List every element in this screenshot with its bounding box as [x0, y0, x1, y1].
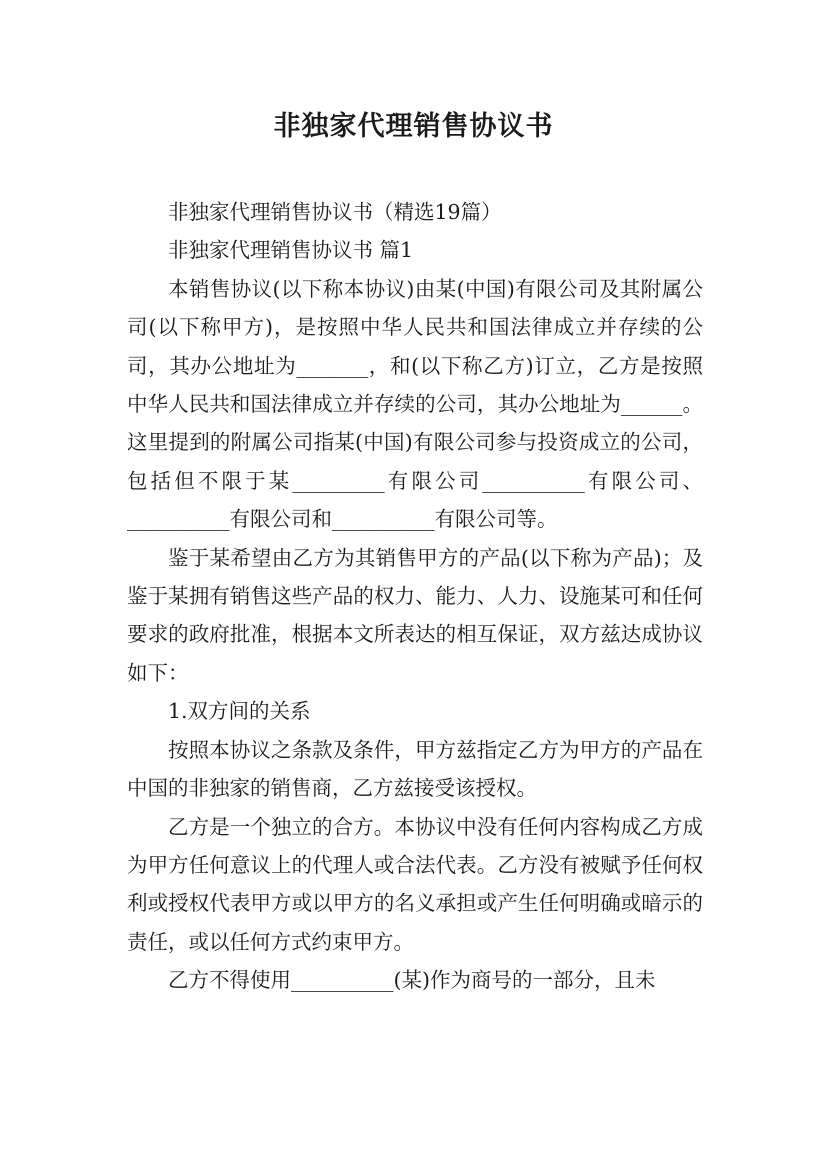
- document-body: [127, 193, 703, 1000]
- paragraph-trade-name: 乙方不得使用__________(某)作为商号的一部分，且未: [168, 968, 656, 993]
- paragraph-recitals: 鉴于某希望由乙方为其销售甲方的产品(以下称为产品)；及鉴于某拥有销售这些产品的权力、能力、人力、设施某可和任何要求的政府批准，根据本文所表达的相互保证，双方兹达成协议如下：: [127, 545, 703, 685]
- clause-heading: 1.双方间的关系: [168, 699, 311, 724]
- paragraph-preamble: 本销售协议(以下称本协议)由某(中国)有限公司及其附属公司(以下称甲方)，是按照中华人民共和国法律成立并存续的公司，其办公地址为_______，和(以下称乙方)订立，乙方是按照中华人民共和国法律成立并存续的公司，其办公地址为______。这里提到的附属公司指某(中国)有限公司参与投资成立的公司，包括但不限于某_________有限公司__________有限公司、__________有限公司和__________有限公司等。: [127, 276, 703, 532]
- section-heading: 非独家代理销售协议书 篇1: [168, 238, 414, 263]
- document-title: 非独家代理销售协议书: [273, 111, 554, 142]
- paragraph-independence: 乙方是一个独立的合方。本协议中没有任何内容构成乙方成为甲方任何意议上的代理人或合法代表。乙方没有被赋予任何权利或授权代表甲方或以甲方的名义承担或产生任何明确或暗示的责任，或以任何方式约束甲方。: [127, 814, 703, 954]
- paragraph-appointment: 按照本协议之条款及条件，甲方兹指定乙方为甲方的产品在中国的非独家的销售商，乙方兹接受该授权。: [127, 737, 703, 801]
- document-subtitle: 非独家代理销售协议书（精选19篇）: [168, 200, 502, 224]
